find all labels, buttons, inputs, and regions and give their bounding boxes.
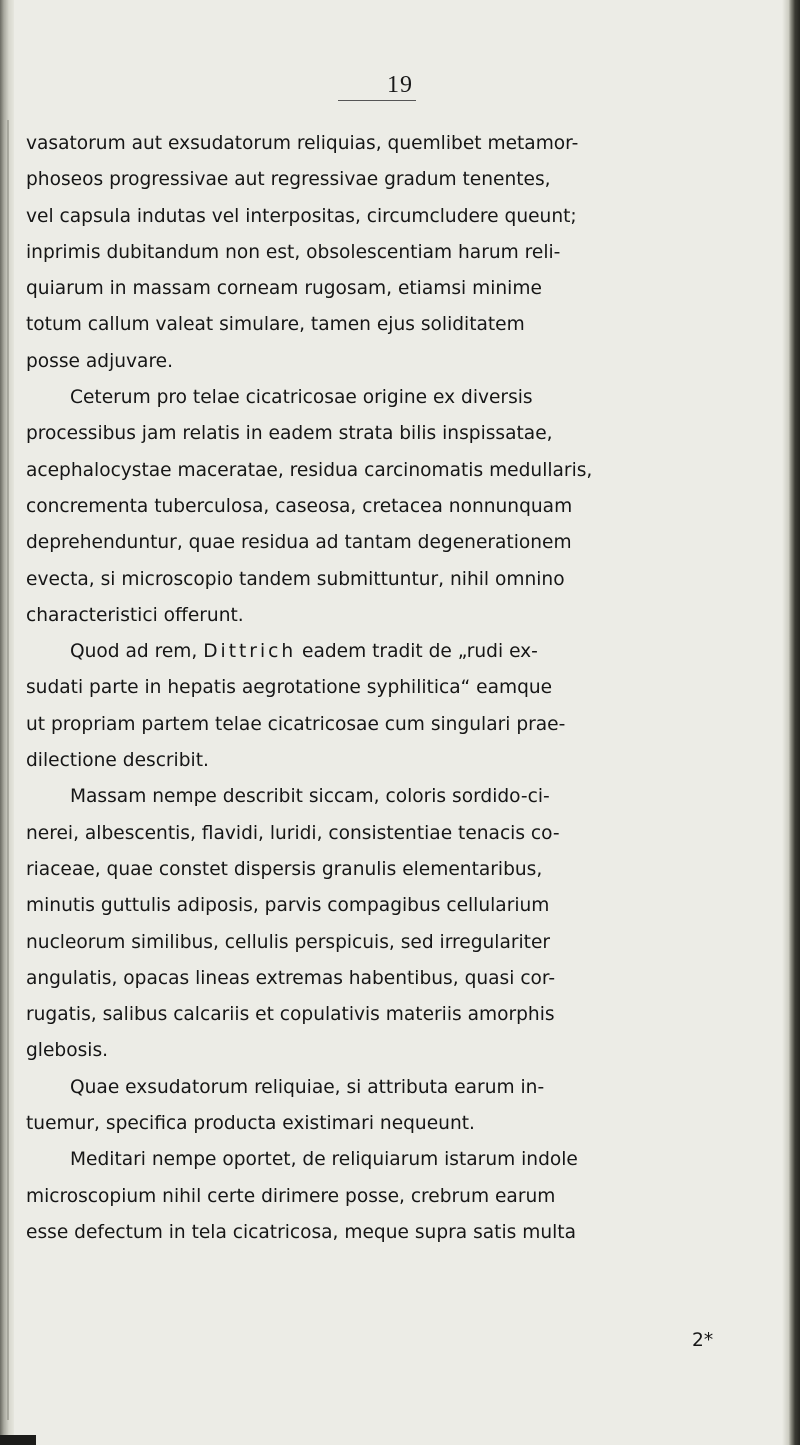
text-line: sudati parte in hepatis aegrotatione syphilitica“ eamque — [26, 677, 553, 699]
text-line: microscopium nihil certe dirimere posse, crebrum earum — [26, 1185, 556, 1207]
scan-corner-mark — [0, 1435, 36, 1445]
text-body — [26, 126, 782, 1251]
text-line: quiarum in massam corneam rugosam, etiamsi minime — [26, 278, 542, 300]
page-number-underline — [338, 100, 416, 101]
page-number: 19 — [387, 72, 413, 98]
text-line: acephalocystae maceratae, residua carcinomatis medullaris, — [26, 459, 593, 481]
text-line: dilectione describit. — [26, 750, 209, 772]
text-fragment: eadem tradit de „rudi ex- — [296, 641, 538, 663]
text-line: posse adjuvare. — [26, 350, 174, 372]
text-line: riaceae, quae constet dispersis granulis elementaribus, — [26, 858, 543, 880]
paragraph-start-line: Ceterum pro telae cicatricosae origine ex diversis — [70, 387, 533, 409]
text-line: tuemur, specifica producta existimari nequeunt. — [26, 1113, 475, 1135]
text-line: esse defectum in tela cicatricosa, meque supra satis multa — [26, 1221, 576, 1243]
paragraph-start-line: Quae exsudatorum reliquiae, si attributa earum in- — [70, 1076, 545, 1098]
paragraph-start-line — [26, 634, 782, 670]
text-line: vasatorum aut exsudatorum reliquias, quemlibet metamor- — [26, 133, 579, 154]
text-line: nerei, albescentis, flavidi, luridi, consistentiae tenacis co- — [26, 822, 560, 844]
paragraph-start-line: Massam nempe describit siccam, coloris sordido-ci- — [70, 786, 550, 808]
text-line: rugatis, salibus calcariis et copulativis materiis amorphis — [26, 1004, 555, 1026]
text-line: characteristici offerunt. — [26, 604, 244, 626]
text-line: processibus jam relatis in eadem strata bilis inspissatae, — [26, 423, 553, 445]
text-line: inprimis dubitandum non est, obsolescentiam harum reli- — [26, 241, 561, 263]
text-line: deprehenduntur, quae residua ad tantam degenerationem — [26, 532, 572, 554]
text-line: ut propriam partem telae cicatricosae cum singulari prae- — [26, 713, 566, 735]
author-name: Dittrich — [203, 641, 297, 663]
text-line: concrementa tuberculosa, caseosa, cretacea nonnunquam — [26, 495, 573, 517]
text-line: minutis guttulis adiposis, parvis compagibus cellularium — [26, 895, 550, 917]
text-line: vel capsula indutas vel interpositas, circumcludere queunt; — [26, 205, 577, 227]
text-line: glebosis. — [26, 1040, 109, 1062]
paragraph-start-line: Meditari nempe oportet, de reliquiarum istarum indole — [70, 1149, 578, 1171]
binding-shadow-line — [7, 120, 9, 1420]
text-line: evecta, si microscopio tandem submittuntur, nihil omnino — [26, 568, 565, 590]
text-line: angulatis, opacas lineas extremas habentibus, quasi cor- — [26, 967, 556, 989]
text-line: nucleorum similibus, cellulis perspicuis, sed irregulariter — [26, 931, 551, 953]
right-scan-edge — [788, 0, 800, 1445]
text-line: totum callum valeat simulare, tamen ejus soliditatem — [26, 314, 525, 336]
text-line: phoseos progressivae aut regressivae gradum tenentes, — [26, 169, 551, 191]
text-fragment: Quod ad rem, — [70, 641, 204, 663]
sheet-signature: 2* — [692, 1330, 714, 1351]
